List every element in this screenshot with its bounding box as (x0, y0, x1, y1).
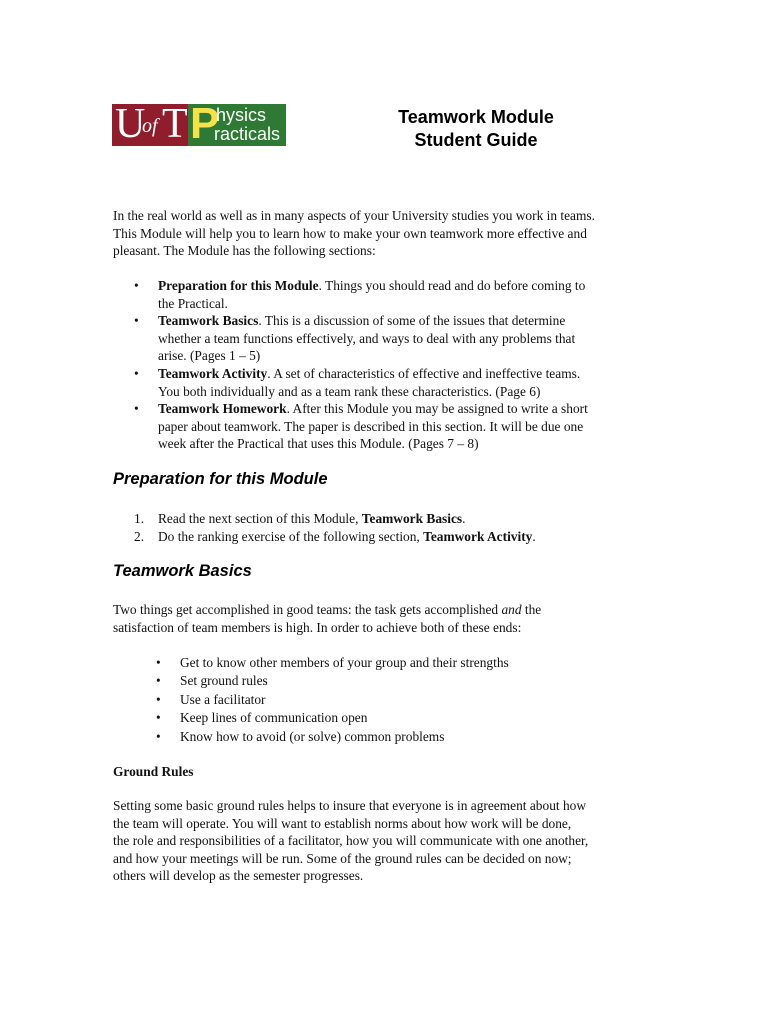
list-item: 2. Do the ranking exercise of the following section, Teamwork Activity. (134, 528, 536, 544)
logo-of: of (142, 115, 158, 137)
logo-uoft (112, 101, 188, 147)
list-item: • Use a facilitator (180, 691, 640, 709)
item-bold: Teamwork Activity (158, 365, 268, 381)
heading-preparation: Preparation for this Module (113, 470, 328, 488)
sections-list (158, 277, 658, 453)
item-bold: Teamwork Homework (158, 401, 287, 417)
basics-paragraph: Two things get accomplished in good teams: the task gets accomplished and the satisfaction of team members is high. In order to achieve both of these ends: (113, 602, 542, 635)
preparation-steps (134, 510, 658, 545)
heading-ground-rules: Ground Rules (113, 764, 194, 779)
logo-t: T (162, 101, 188, 147)
ground-rules-paragraph: Setting some basic ground rules helps to insure that everyone is in agreement about how the team will operate. You will want to establish norms about how work will be done, the role and responsibilities of a facilitator, how you will communicate with one another, and how your meetings will be run. Some of the ground rules can be decided on now; others will develop as the semester progresses. (113, 798, 589, 884)
list-item: • Teamwork Homework. After this Module you may be assigned to write a short paper about teamwork. The paper is described in this section. It will be due one week after the Practical that uses this Module. (Pages 7 – 8) (158, 400, 658, 453)
item-bold: Preparation for this Module (158, 278, 319, 293)
logo (112, 99, 286, 148)
list-item: • Teamwork Basics. This is a discussion of some of the issues that determine whether a team functions effectively, and ways to deal with any problems that arise. (Pages 1 – 5) (158, 312, 658, 365)
list-item: • Set ground rules (180, 672, 640, 690)
intro-line: This Module will help you to learn how to make your own teamwork more effective and (113, 225, 587, 241)
logo-p: P (190, 99, 220, 148)
basics-list (180, 654, 640, 746)
list-item: • Preparation for this Module. Things you should read and do before coming to the Practical. (158, 277, 658, 312)
title-line-1: Teamwork Module (398, 107, 554, 127)
logo-u: U (115, 101, 146, 147)
list-item: • Get to know other members of your group and their strengths (180, 654, 640, 672)
logo-physics: hysics (216, 105, 267, 125)
title-line-2: Student Guide (414, 130, 538, 150)
logo-physics-practicals (188, 99, 286, 148)
list-item: • Know how to avoid (or solve) common problems (180, 728, 640, 746)
list-item: 1. Read the next section of this Module, Teamwork Basics. (134, 511, 466, 526)
list-item: • Teamwork Activity. A set of characteristics of effective and ineffective teams. You both individually and as a team rank these characteristics. (Page 6) (158, 365, 658, 400)
intro-line: In the real world as well as in many aspects of your University studies you work in teams. (113, 208, 595, 223)
intro-line: pleasant. The Module has the following sections: (113, 243, 376, 259)
list-item: • Keep lines of communication open (180, 709, 640, 727)
item-bold: Teamwork Basics (158, 313, 259, 329)
logo-practicals: racticals (214, 124, 281, 144)
intro-paragraph (113, 207, 653, 260)
heading-teamwork-basics: Teamwork Basics (113, 562, 252, 580)
